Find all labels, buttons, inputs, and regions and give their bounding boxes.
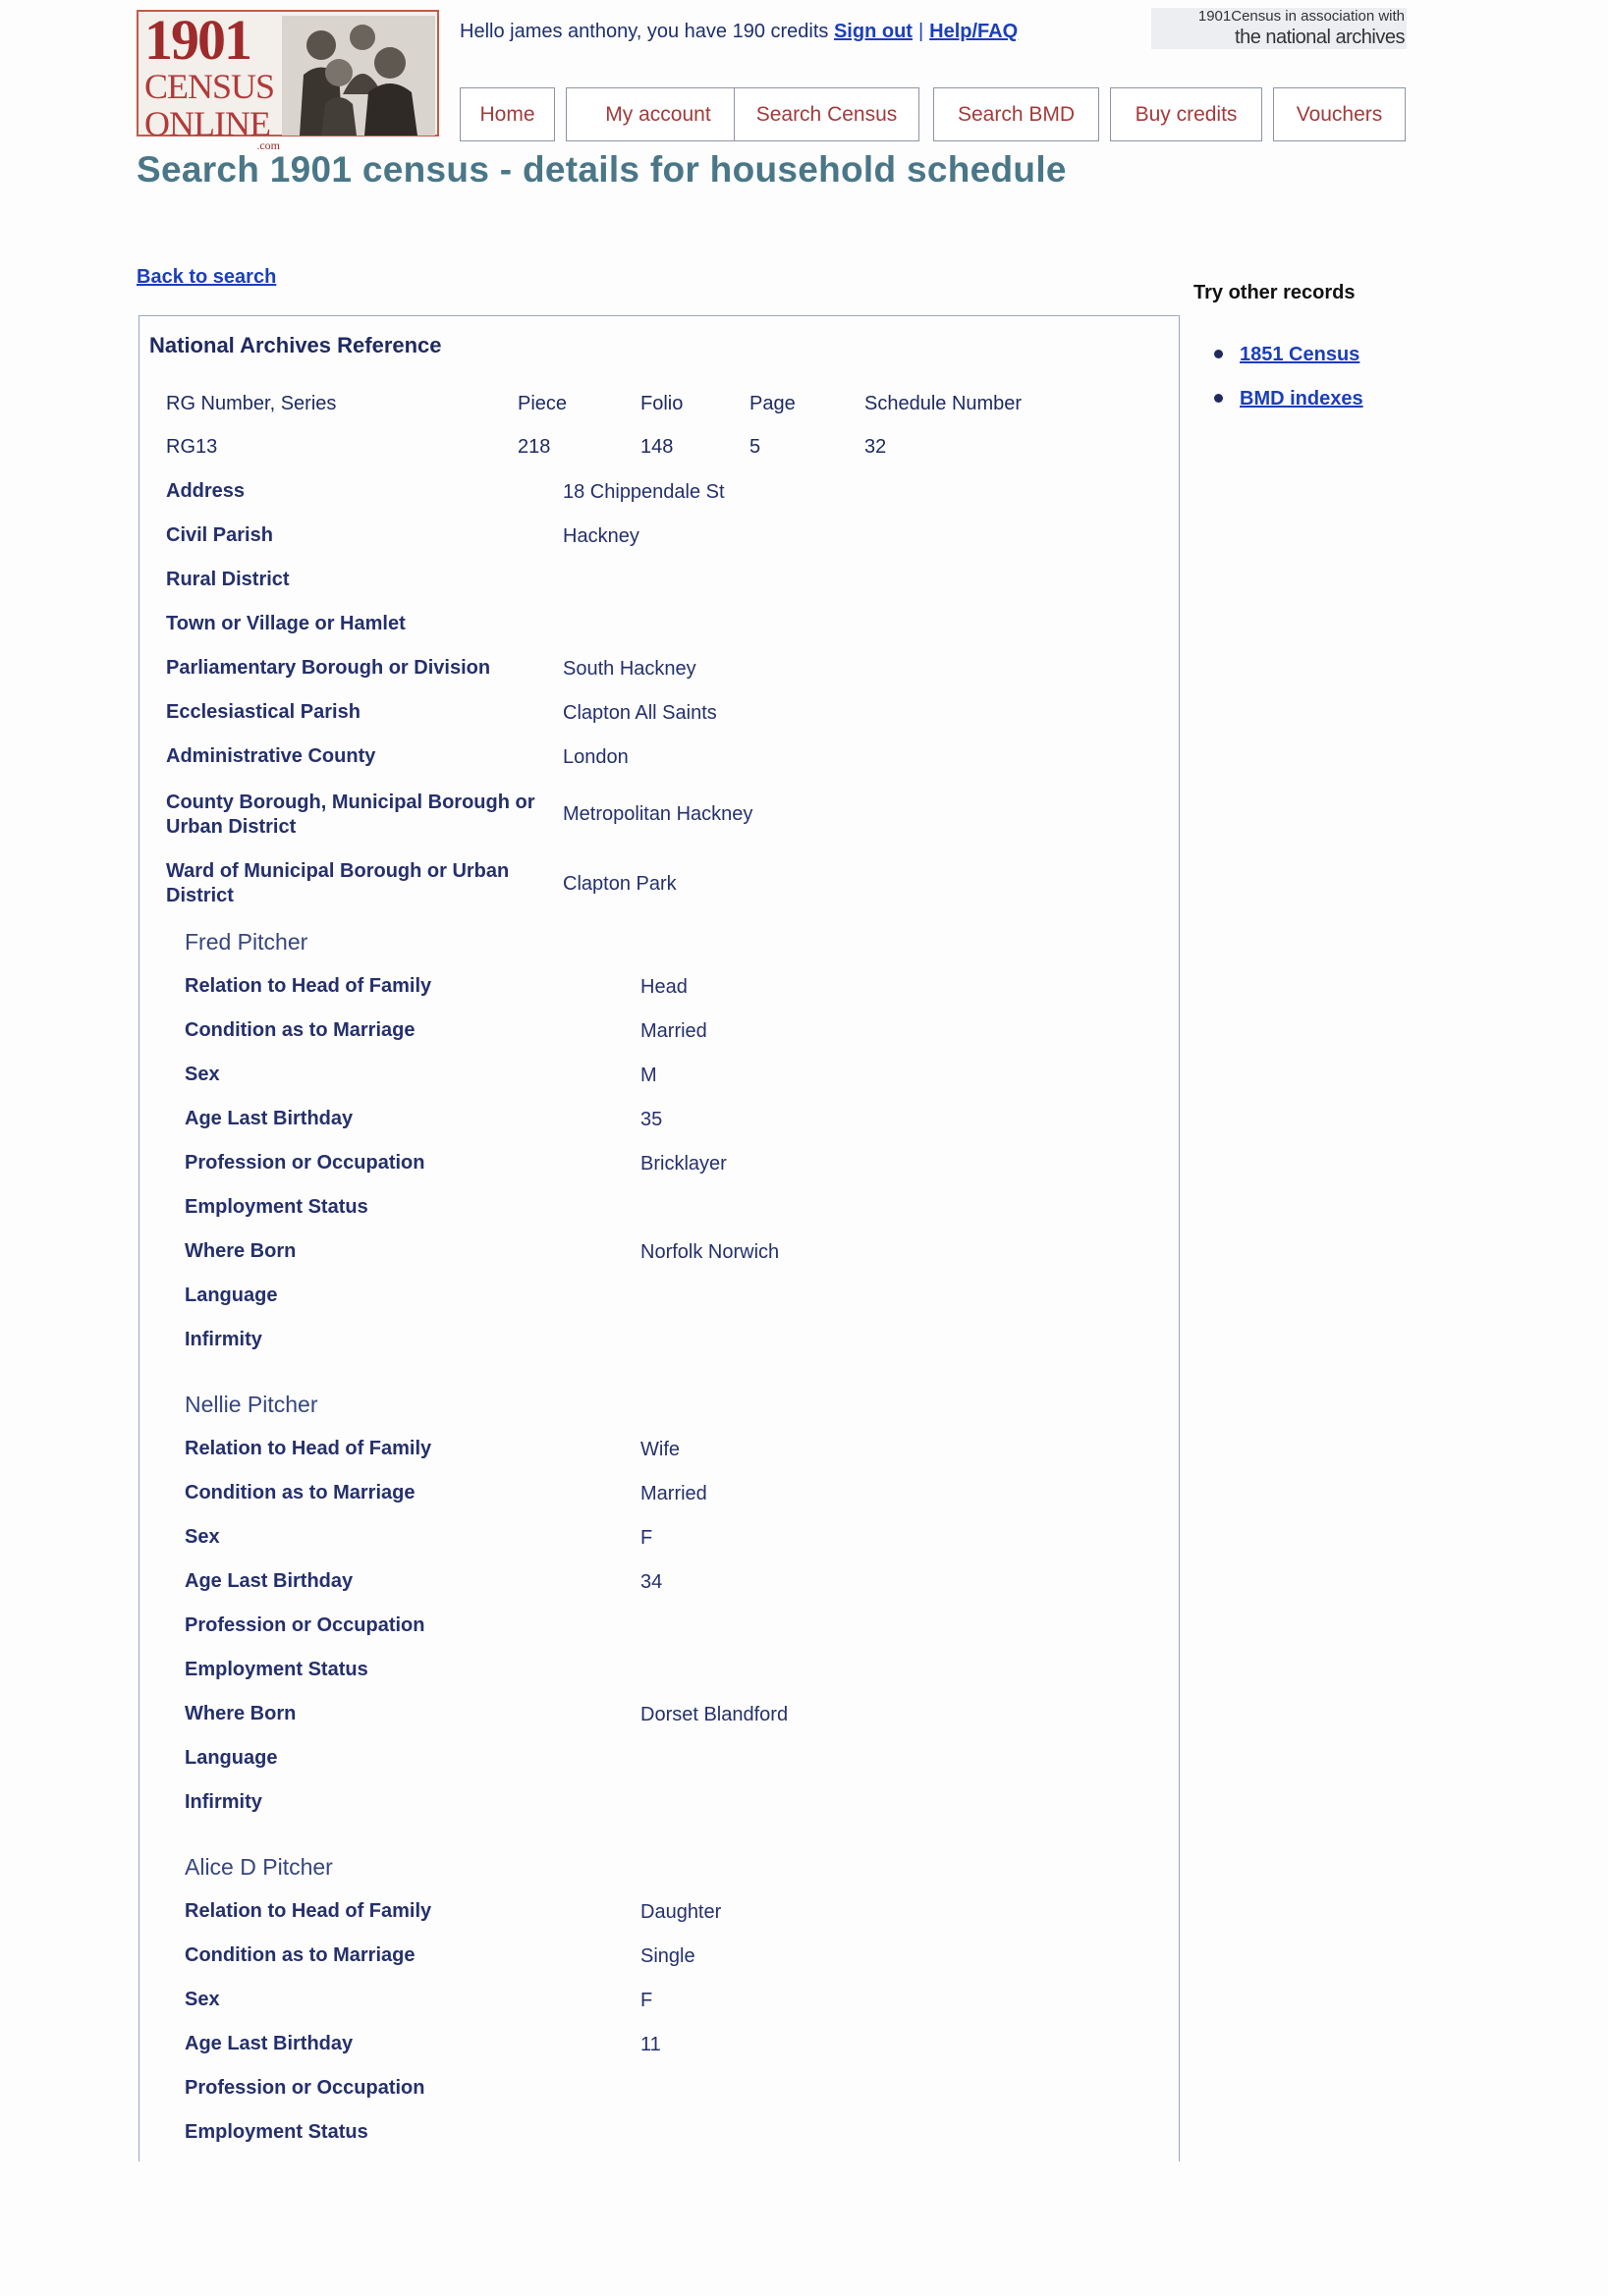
relation-value: Head <box>640 976 688 998</box>
nav-tab-buy-credits[interactable]: Buy credits <box>1110 87 1262 141</box>
employment-status-label: Employment Status <box>185 1196 368 1218</box>
user-greeting-bar <box>460 21 1018 43</box>
age-label: Age Last Birthday <box>185 1570 354 1592</box>
relation-label: Relation to Head of Family <box>185 1438 432 1459</box>
infirmity-label: Infirmity <box>185 1329 262 1350</box>
ref-header-page: Page <box>749 393 796 414</box>
town-village-hamlet-label: Town or Village or Hamlet <box>166 613 406 634</box>
sign-out-link[interactable]: Sign out <box>833 21 913 42</box>
parliamentary-borough-label: Parliamentary Borough or Division <box>166 657 491 679</box>
relation-label: Relation to Head of Family <box>185 975 432 997</box>
link-separator: | <box>917 21 924 42</box>
logo-wordmark <box>144 8 282 152</box>
link-1851-census[interactable]: 1851 Census <box>1240 344 1360 365</box>
nav-tab-home[interactable]: Home <box>460 87 555 141</box>
association-text: 1901Census in association with <box>1197 8 1405 25</box>
rural-district-label: Rural District <box>166 569 290 590</box>
sex-label: Sex <box>185 1064 220 1085</box>
county-borough-label: County Borough, Municipal Borough or Urban District <box>166 792 535 838</box>
relation-value: Wife <box>640 1439 680 1460</box>
sex-value: M <box>640 1065 657 1086</box>
occupation-label: Profession or Occupation <box>185 1152 425 1174</box>
occupation-label: Profession or Occupation <box>185 2077 425 2099</box>
marriage-condition-value: Single <box>640 1945 695 1967</box>
relation-label: Relation to Head of Family <box>185 1900 432 1922</box>
page-title: Search 1901 census - details for household schedule <box>137 149 1067 190</box>
occupation-value: Bricklayer <box>640 1153 727 1175</box>
list-item <box>1240 344 1363 388</box>
age-label: Age Last Birthday <box>185 1108 354 1129</box>
ref-header-folio: Folio <box>640 393 684 414</box>
age-value: 11 <box>640 2034 661 2055</box>
ref-value-schedule-number: 32 <box>864 436 887 458</box>
sex-value: F <box>640 1990 653 2011</box>
back-to-search-link[interactable]: Back to search <box>137 266 277 288</box>
where-born-label: Where Born <box>185 1240 297 1262</box>
link-bmd-indexes[interactable]: BMD indexes <box>1240 388 1363 410</box>
ward-label: Ward of Municipal Borough or Urban District <box>166 860 510 906</box>
national-archives-badge[interactable] <box>1151 8 1407 49</box>
marriage-condition-label: Condition as to Marriage <box>185 1944 416 1966</box>
marriage-condition-label: Condition as to Marriage <box>185 1482 416 1503</box>
administrative-county-value: London <box>563 746 629 768</box>
marriage-condition-label: Condition as to Marriage <box>185 1019 416 1041</box>
bullet-icon <box>1214 394 1223 403</box>
occupation-label: Profession or Occupation <box>185 1614 425 1636</box>
language-label: Language <box>185 1285 278 1306</box>
nav-tab-search-bmd[interactable]: Search BMD <box>933 87 1099 141</box>
ecclesiastical-parish-label: Ecclesiastical Parish <box>166 701 360 723</box>
ref-value-folio: 148 <box>640 436 674 458</box>
logo-word-census: CENSUS <box>144 67 275 106</box>
ref-value-rg-number: RG13 <box>166 436 218 458</box>
bullet-icon <box>1214 350 1223 358</box>
marriage-condition-value: Married <box>640 1020 707 1042</box>
ward-value: Clapton Park <box>563 873 677 895</box>
age-value: 34 <box>640 1571 663 1593</box>
employment-status-label: Employment Status <box>185 1659 368 1680</box>
infirmity-label: Infirmity <box>185 1791 262 1813</box>
age-value: 35 <box>640 1109 663 1130</box>
parliamentary-borough-value: South Hackney <box>563 658 696 680</box>
person-name: Alice D Pitcher <box>185 1854 333 1880</box>
list-item <box>1240 388 1363 432</box>
address-value: 18 Chippendale St <box>563 481 725 503</box>
where-born-label: Where Born <box>185 1703 297 1724</box>
civil-parish-value: Hackney <box>563 525 639 547</box>
site-logo[interactable] <box>137 8 439 152</box>
reference-section-title: National Archives Reference <box>149 333 442 357</box>
ref-value-page: 5 <box>749 436 761 458</box>
address-label: Address <box>166 480 246 502</box>
logo-word-online: ONLINE <box>144 104 270 143</box>
civil-parish-label: Civil Parish <box>166 524 273 546</box>
nav-tab-my-account[interactable]: My account <box>566 87 750 141</box>
ref-header-piece: Piece <box>518 393 568 414</box>
record-details-panel <box>139 315 1180 2161</box>
person-name: Nellie Pitcher <box>185 1392 318 1417</box>
sex-label: Sex <box>185 1989 220 2010</box>
help-faq-link[interactable]: Help/FAQ <box>929 21 1019 42</box>
age-label: Age Last Birthday <box>185 2033 354 2054</box>
nav-tab-search-census[interactable]: Search Census <box>734 87 919 141</box>
ref-header-rg-number: RG Number, Series <box>166 393 337 414</box>
national-archives-name: the national archives <box>1235 27 1405 48</box>
relation-value: Daughter <box>640 1901 722 1923</box>
other-records-list <box>1240 344 1363 432</box>
where-born-value: Norfolk Norwich <box>640 1241 780 1263</box>
language-label: Language <box>185 1747 278 1769</box>
ref-value-piece: 218 <box>518 436 551 458</box>
ref-header-schedule-number: Schedule Number <box>864 393 1023 414</box>
logo-year: 1901 <box>144 8 250 72</box>
family-portrait-image <box>282 16 435 136</box>
employment-status-label: Employment Status <box>185 2121 368 2143</box>
where-born-value: Dorset Blandford <box>640 1704 789 1725</box>
sex-label: Sex <box>185 1526 220 1548</box>
ecclesiastical-parish-value: Clapton All Saints <box>563 702 717 724</box>
logo-dotcom: .com <box>256 138 280 152</box>
county-borough-value: Metropolitan Hackney <box>563 803 753 825</box>
nav-tab-vouchers[interactable]: Vouchers <box>1273 87 1406 141</box>
other-records-heading: Try other records <box>1193 282 1356 303</box>
marriage-condition-value: Married <box>640 1483 707 1504</box>
greeting-text: Hello james anthony, you have 190 credits <box>460 21 829 42</box>
sex-value: F <box>640 1527 653 1549</box>
person-name: Fred Pitcher <box>185 929 308 955</box>
administrative-county-label: Administrative County <box>166 745 376 767</box>
